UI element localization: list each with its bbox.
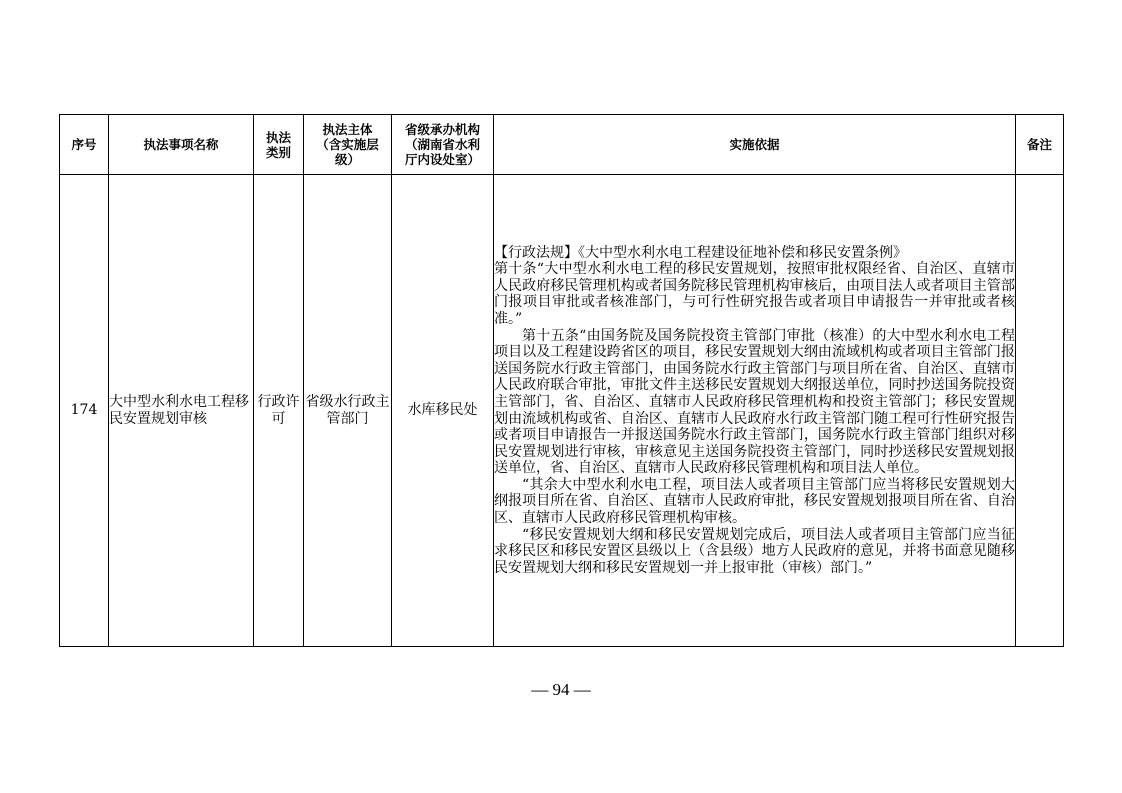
cell-legal-basis [494,175,1016,647]
basis-regulation-title: 【行政法规】《大中型水利水电工程建设征地补偿和移民安置条例》 [494,244,907,261]
header-enforcement-type: 执法 类别 [254,115,304,175]
cell-item-name: 大中型水利水电工程移民安置规划审核 [109,175,254,647]
header-enforcement-subject: 执法主体 （含实施层 级） [304,115,392,175]
cell-enforcement-type: 行政许可 [254,175,304,647]
enforcement-items-table [59,114,1064,647]
header-item-name: 执法事项名称 [109,115,254,175]
table-row [60,175,1064,647]
cell-remark [1016,175,1064,647]
cell-enforcement-subject: 省级水行政主管部门 [304,175,392,647]
page-number: — 94 — [531,680,591,699]
basis-article-15-para-3: “移民安置规划大纲和移民安置规划完成后，项目法人或者项目主管部门应当征求移民区和移民安置区县级以上（含县级）地方人民政府的意见，并将书面意见随移民安置规划大纲和移民安置规划一并上报审批（审核）部门。” [494,526,1015,576]
basis-article-15: 第十五条“由国务院及国务院投资主管部门审批（核准）的大中型水利水电工程项目以及工程建设跨省区的项目，移民安置规划大纲由流域机构或者项目主管部门报送国务院水行政主管部门，由国务院水行政主管部门与项目所在省、自治区、直辖市人民政府联合审批，审批文件主送移民安置规划大纲报送单位，同时抄送国务院投资主管部门，省、自治区、直辖市人民政府移民管理机构和投资主管部门；移民安置规划由流域机构或省、自治区、直辖市人民政府水行政主管部门随工程可行性研究报告或者项目申请报告一并报送国务院水行政主管部门，国务院水行政主管部门组织对移民安置规划进行审核，审核意见主送国务院投资主管部门，同时抄送移民安置规划报送单位，省、自治区、直辖市人民政府移民管理机构和项目法人单位。 [494,327,1015,477]
cell-serial-no: 174 [60,175,109,647]
header-legal-basis: 实施依据 [494,115,1016,175]
header-provincial-dept: 省级承办机构 （湖南省水利 厅内设处室） [392,115,494,175]
basis-article-15-para-2: “其余大中型水利水电工程，项目法人或者项目主管部门应当将移民安置规划大纲报项目所在省、自治区、直辖市人民政府审批，移民安置规划报项目所在省、自治区、直辖市人民政府移民管理机构审核。 [494,476,1015,527]
basis-article-10: 第十条“大中型水利水电工程的移民安置规划，按照审批权限经省、自治区、直辖市人民政府移民管理机构或者国务院移民管理机构审核后，由项目法人或者项目主管部门报项目审批或者核准部门，与可行性研究报告或者项目申请报告一并审批或者核准。” [494,261,1015,327]
header-remark: 备注 [1016,115,1064,175]
cell-provincial-dept: 水库移民处 [392,175,494,647]
header-serial-no: 序号 [60,115,109,175]
table-header-row [60,115,1064,175]
